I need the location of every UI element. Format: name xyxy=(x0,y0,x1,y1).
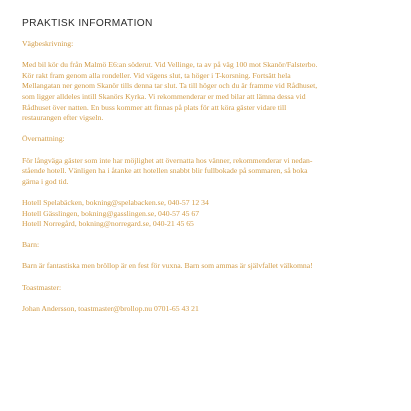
toastmaster-heading xyxy=(22,283,393,294)
text-line: För långväga gäster som inte har möjlighet att övernatta hos vänner, rekommenderar vi nedan- xyxy=(22,155,313,165)
accommodation-heading xyxy=(22,134,393,145)
text-line: Mellangatan ner genom Skanör tills denna tar slut. Ta till höger och du är framme vid Rådhuset, xyxy=(22,81,318,91)
children-paragraph xyxy=(22,261,393,272)
text-line: Barn är fantastiska men bröllop är en fest för vuxna. Barn som ammas är självfallet välkomna! xyxy=(22,261,313,271)
directions-heading xyxy=(22,39,393,50)
text-line: Toastmaster: xyxy=(22,282,62,292)
hotel-item: Hotell Norregård, bokning@norregard.se, 040-21 45 65 xyxy=(22,219,194,229)
directions-paragraph xyxy=(22,60,393,124)
accommodation-paragraph xyxy=(22,156,393,188)
text-line: Övernattning: xyxy=(22,134,65,144)
hotel-item: Hotell Spelabäcken, bokning@spelabacken.se, 040-57 12 34 xyxy=(22,197,209,207)
text-line: Johan Andersson, toastmaster@brollop.nu 0701-65 43 21 xyxy=(22,303,199,313)
text-line: Barn: xyxy=(22,240,40,250)
children-heading xyxy=(22,240,393,251)
text-line: som ligger alldeles intill Skanörs Kyrka. Vi rekommenderar er med bilar att lämna dessa vid xyxy=(22,91,306,101)
hotel-item: Hotell Gässlingen, bokning@gasslingen.se, 040-57 45 67 xyxy=(22,208,200,218)
text-line: Vägbeskrivning: xyxy=(22,39,74,48)
page-title: PRAKTISK INFORMATION xyxy=(22,18,153,29)
text-line: Kör rakt fram genom alla rondeller. Vid vägens slut, ta höger i T-korsning. Fortsätt hela xyxy=(22,70,291,80)
hotel-list xyxy=(22,198,393,230)
text-line: Med bil kör du från Malmö E6:an söderut. Vid Vellinge, ta av på väg 100 mot Skanör/Falsterbo. xyxy=(22,60,318,70)
text-line: restaurangen efter vigseln. xyxy=(22,113,104,123)
text-line: Rådhuset över natten. En buss kommer att finnas på plats för att köra gäster vidare till xyxy=(22,102,287,112)
text-line: gärna i god tid. xyxy=(22,176,69,186)
text-line: stående hotell. Vänligen ha i åtanke att hotellen snabbt blir fullbokade på sommaren, så boka xyxy=(22,166,308,176)
toastmaster-contact xyxy=(22,304,393,315)
